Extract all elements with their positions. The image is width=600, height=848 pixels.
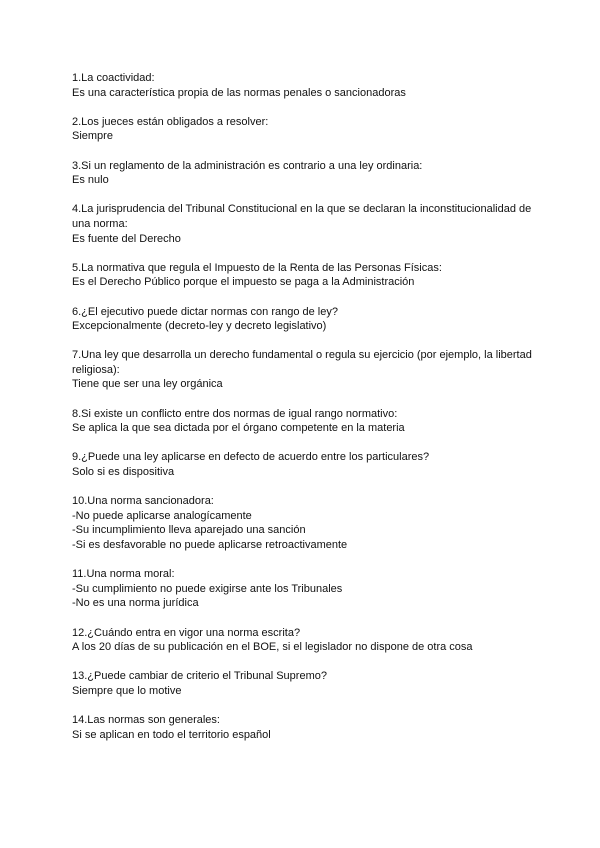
qa-item-5: [72, 261, 542, 290]
answer-text: Siempre: [72, 130, 113, 143]
answer-text: Excepcionalmente (decreto-ley y decreto legislativo): [72, 320, 327, 333]
question-text: 14.Las normas son generales:: [72, 714, 220, 727]
question-text: 1.La coactividad:: [72, 72, 155, 84]
answer-text: Es el Derecho Público porque el impuesto se paga a la Administración: [72, 276, 415, 289]
answer-text: A los 20 días de su publicación en el BOE, si el legislador no dispone de otra cosa: [72, 641, 473, 654]
answer-text: Siempre que lo motive: [72, 684, 182, 697]
answer-text: Si se aplican en todo el territorio español: [72, 728, 271, 741]
qa-item-12: [72, 626, 542, 655]
qa-item-9: [72, 450, 542, 479]
answer-text: -No es una norma jurídica: [72, 597, 199, 610]
qa-item-13: [72, 669, 542, 698]
answer-text: -Si es desfavorable no puede aplicarse retroactivamente: [72, 539, 348, 551]
answer-text: -Su incumplimiento lleva aparejado una sanción: [72, 524, 306, 537]
question-text: 8.Si existe un conflicto entre dos normas de igual rango normativo:: [72, 407, 398, 420]
question-text: 7.Una ley que desarrolla un derecho fundamental o regula su ejercicio (por ejemplo, la libertad religiosa):: [72, 349, 532, 376]
qa-item-3: [72, 159, 542, 188]
answer-text: -No puede aplicarse analogícamente: [72, 509, 252, 522]
document-body: [72, 71, 542, 757]
question-text: 13.¿Puede cambiar de criterio el Tribunal Supremo?: [72, 670, 327, 683]
qa-item-1: [72, 71, 542, 100]
question-text: 11.Una norma moral:: [72, 568, 175, 581]
question-text: 9.¿Puede una ley aplicarse en defecto de acuerdo entre los particulares?: [72, 451, 430, 464]
question-text: 3.Si un reglamento de la administración es contrario a una ley ordinaria:: [72, 159, 423, 172]
qa-item-8: [72, 407, 542, 436]
question-text: 5.La normativa que regula el Impuesto de la Renta de las Personas Físicas:: [72, 261, 442, 274]
answer-text: Se aplica la que sea dictada por el órgano competente en la materia: [72, 422, 405, 435]
qa-item-7: [72, 348, 542, 392]
question-text: 12.¿Cuándo entra en vigor una norma escrita?: [72, 626, 301, 639]
answer-text: Es una característica propia de las normas penales o sancionadoras: [72, 86, 406, 99]
question-text: 2.Los jueces están obligados a resolver:: [72, 115, 269, 128]
question-text: 4.La jurisprudencia del Tribunal Constitucional en la que se declaran la inconstitucionalidad de una norma:: [72, 203, 532, 230]
answer-text: Tiene que ser una ley orgánica: [72, 378, 223, 391]
qa-item-14: [72, 713, 542, 742]
question-text: 6.¿El ejecutivo puede dictar normas con rango de ley?: [72, 305, 338, 318]
answer-text: -Su cumplimiento no puede exigirse ante los Tribunales: [72, 582, 343, 595]
answer-text: Solo si es dispositiva: [72, 466, 175, 479]
qa-item-10: [72, 494, 542, 552]
answer-text: Es nulo: [72, 174, 109, 187]
answer-text: Es fuente del Derecho: [72, 232, 181, 245]
qa-item-4: [72, 202, 542, 246]
qa-item-11: [72, 567, 542, 611]
qa-item-6: [72, 305, 542, 334]
question-text: 10.Una norma sancionadora:: [72, 495, 214, 508]
qa-item-2: [72, 115, 542, 144]
